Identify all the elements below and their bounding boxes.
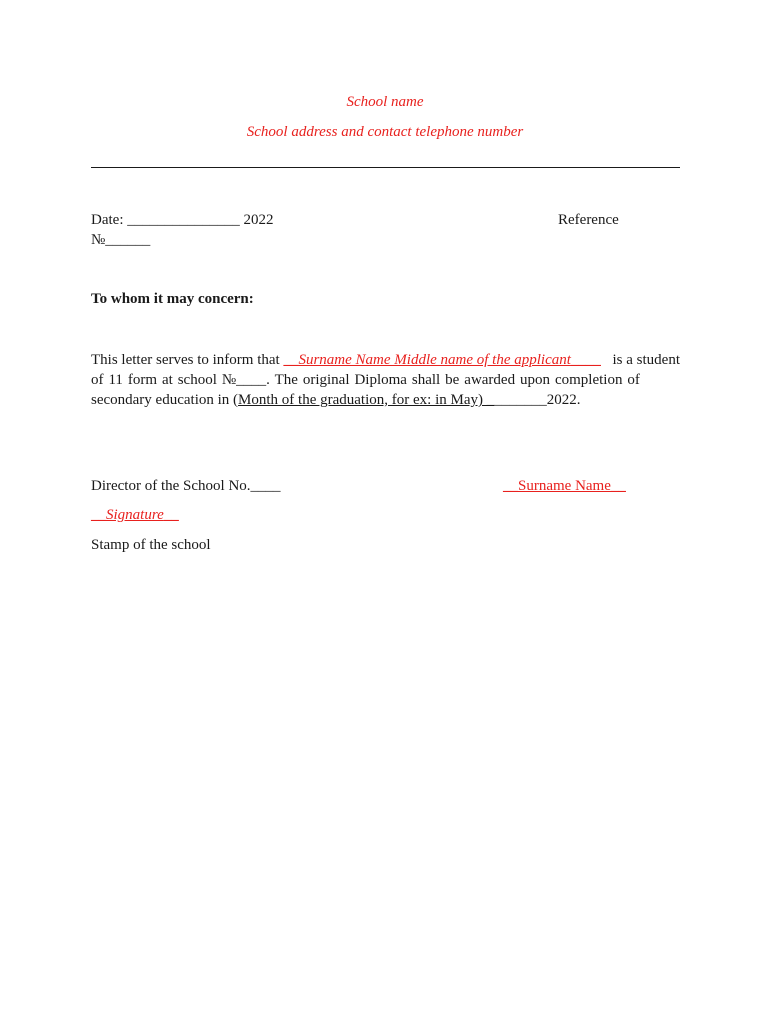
applicant-name-placeholder: Surname Name Middle name of the applicant xyxy=(298,352,571,368)
applicant-blank-post: ____ xyxy=(570,352,601,368)
body-line-3 xyxy=(91,390,680,410)
body-line-2: of 11 form at school №____. The original Diploma shall be awarded upon completion of xyxy=(91,372,640,388)
school-name-placeholder: School name xyxy=(346,94,424,110)
body-line-3-start: secondary education in ( xyxy=(91,392,239,408)
body-paragraph xyxy=(91,350,680,410)
graduation-month-placeholder: Month of the graduation, for ex: in May) _ xyxy=(238,392,495,408)
date-field: Date: _______________ 2022 xyxy=(91,212,274,228)
signature-blank-pre: __ xyxy=(91,507,106,523)
body-line-1-start xyxy=(91,350,601,370)
body-student-text: is a student xyxy=(612,352,680,368)
body-intro-text: This letter serves to inform that xyxy=(91,352,284,368)
school-address-placeholder: School address and contact telephone number xyxy=(246,124,524,140)
reference-label: Reference xyxy=(558,212,619,228)
reference-number-field: №______ xyxy=(91,232,151,248)
graduation-year-text: _______2022. xyxy=(494,392,581,408)
stamp-label: Stamp of the school xyxy=(91,537,211,553)
signature-placeholder xyxy=(91,507,179,524)
director-label: Director of the School No.____ xyxy=(91,478,281,494)
body-line-1 xyxy=(91,350,680,370)
header-divider xyxy=(91,167,680,168)
signature-label: Signature xyxy=(106,507,164,523)
signature-blank-post: __ xyxy=(163,507,179,523)
applicant-blank-pre: __ xyxy=(283,352,299,368)
salutation: To whom it may concern: xyxy=(91,291,254,307)
director-surname-placeholder: __Surname Name__ xyxy=(503,478,626,494)
